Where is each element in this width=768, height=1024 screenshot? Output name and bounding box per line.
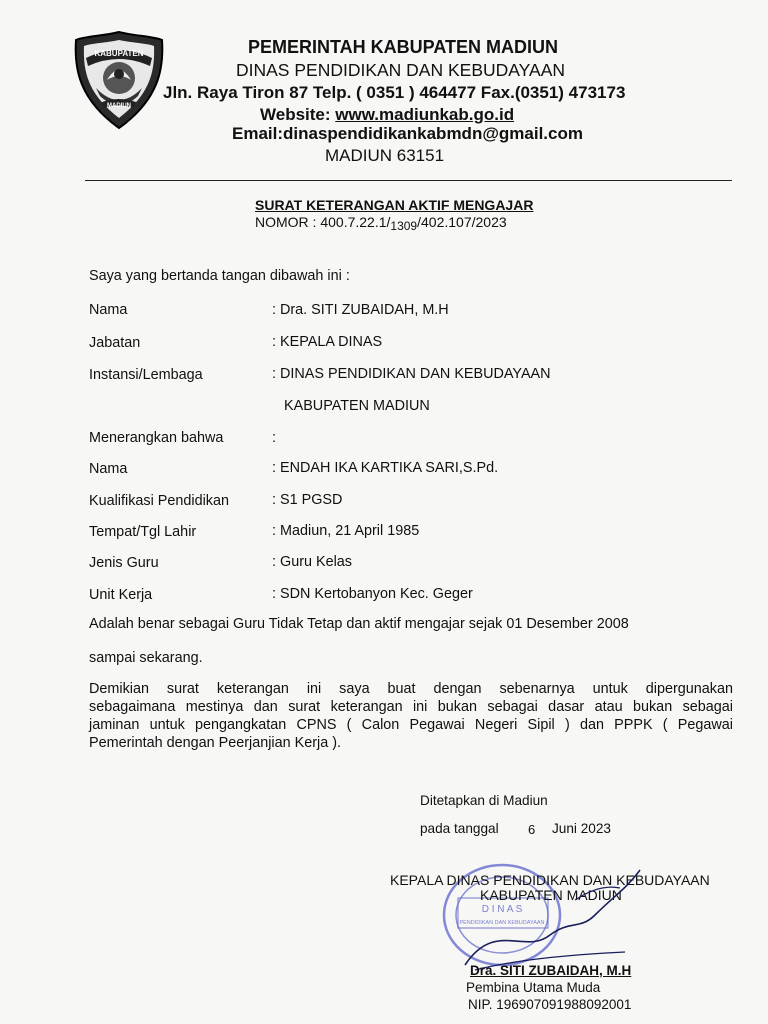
signer-nip: NIP. 196907091988092001: [468, 997, 632, 1012]
website-line: [260, 105, 514, 125]
field-label: Unit Kerja: [89, 587, 153, 603]
intro-text: Saya yang bertanda tangan dibawah ini :: [89, 268, 350, 284]
government-name: PEMERINTAH KABUPATEN MADIUN: [248, 37, 558, 57]
date-month-year: Juni 2023: [552, 821, 611, 836]
logo-top-text: KABUPATEN: [94, 49, 144, 58]
email-line: Email:dinaspendidikankabmdn@gmail.com: [232, 124, 583, 143]
number-suffix: /402.107/2023: [417, 214, 507, 230]
field-label: Jabatan: [89, 335, 141, 351]
signer-title-line1: KEPALA DINAS PENDIDIKAN DAN KEBUDAYAAN: [390, 872, 710, 888]
statement-paragraph: Adalah benar sebagai Guru Tidak Tetap dan aktif mengajar sejak 01 Desember 2008: [89, 616, 629, 632]
field-label: Instansi/Lembaga: [89, 367, 203, 383]
field-label: Nama: [89, 302, 128, 318]
field-value: : Madiun, 21 April 1985: [272, 523, 420, 539]
closing-line: Demikian surat keterangan ini saya buat dengan sebenarnya untuk dipergunakan: [89, 681, 733, 697]
stamp-sub-text: PENDIDIKAN DAN KEBUDAYAAN: [459, 920, 545, 926]
signer-title-line2: KABUPATEN MADIUN: [480, 887, 622, 903]
issued-place: Ditetapkan di Madiun: [420, 793, 548, 808]
closing-line: sebagaimana mestinya dan surat keterangan ini bukan sebagai dasar atau bukan sebagai: [89, 699, 733, 715]
statement-paragraph-cont: sampai sekarang.: [89, 650, 203, 666]
field-label: Tempat/Tgl Lahir: [89, 524, 197, 540]
number-prefix: NOMOR : 400.7.22.1/: [255, 214, 391, 230]
logo-bottom-text: MADIUN: [107, 103, 131, 109]
header-divider: [85, 180, 732, 181]
closing-line: jaminan untuk pengangkatan CPNS ( Calon Pegawai Negeri Sipil ) dan PPPK ( Pegawai: [89, 717, 733, 733]
field-value: : SDN Kertobanyon Kec. Geger: [272, 586, 473, 602]
field-value: : Guru Kelas: [272, 554, 352, 570]
statement-label: Menerangkan bahwa: [89, 430, 224, 446]
signer-rank: Pembina Utama Muda: [466, 980, 601, 995]
website-label: Website:: [260, 105, 336, 124]
date-label: pada tanggal: [420, 821, 499, 836]
closing-paragraph: [89, 680, 733, 752]
city-postal: MADIUN 63151: [325, 146, 445, 165]
field-label: Nama: [89, 461, 128, 477]
address-line: Jln. Raya Tiron 87 Telp. ( 0351 ) 464477 Fax.(0351) 473173: [163, 83, 626, 102]
stamp-center-text: D I N A S: [481, 904, 523, 915]
field-value: : DINAS PENDIDIKAN DAN KEBUDAYAAN: [272, 366, 551, 382]
field-value: : KEPALA DINAS: [272, 334, 383, 350]
field-value: : Dra. SITI ZUBAIDAH, M.H: [272, 302, 449, 318]
field-value: : ENDAH IKA KARTIKA SARI,S.Pd.: [272, 460, 499, 476]
signer-name: Dra. SITI ZUBAIDAH, M.H: [470, 963, 632, 978]
number-fill: 1309: [390, 219, 418, 233]
letter-number: [255, 214, 507, 233]
field-value: : S1 PGSD: [272, 492, 343, 508]
department-name: DINAS PENDIDIKAN DAN KEBUDAYAAN: [236, 60, 566, 80]
letter-title: SURAT KETERANGAN AKTIF MENGAJAR: [255, 197, 534, 213]
field-label: Jenis Guru: [89, 555, 159, 571]
website-link[interactable]: www.madiunkab.go.id: [335, 105, 515, 124]
madiun-regency-emblem: [72, 30, 166, 130]
institution-continuation: KABUPATEN MADIUN: [284, 398, 430, 414]
date-day: 6: [528, 822, 536, 837]
field-label: Kualifikasi Pendidikan: [89, 493, 229, 509]
statement-colon: :: [272, 430, 276, 446]
closing-line: Pemerintah dengan Peerjanjian Kerja ).: [89, 735, 341, 751]
